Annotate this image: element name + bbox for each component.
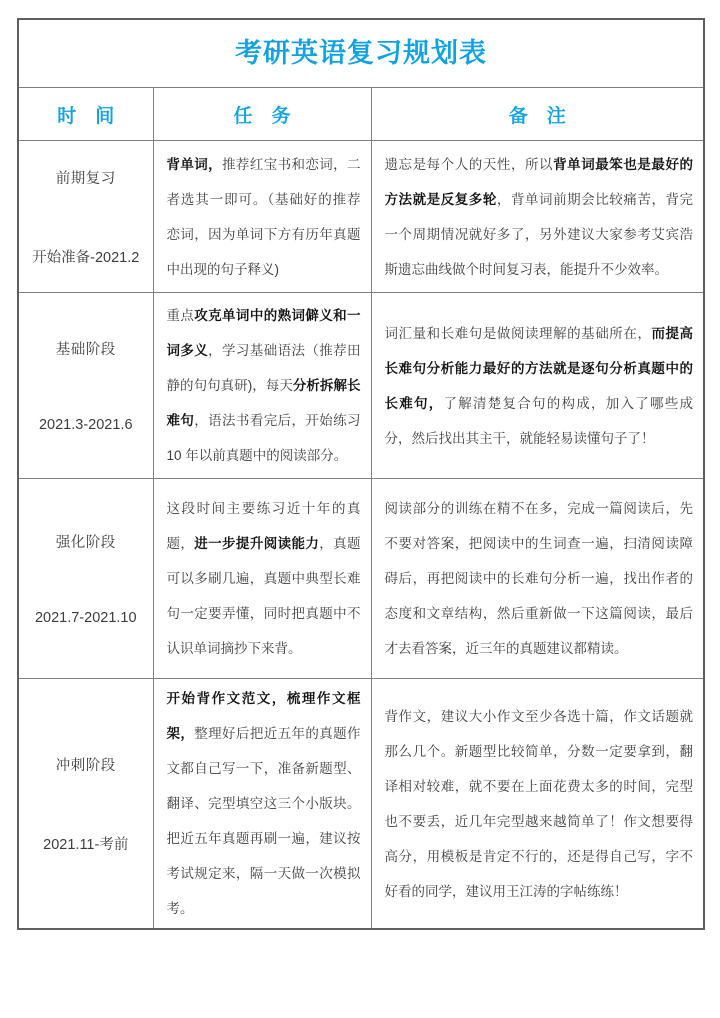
- task-cell: [153, 679, 371, 930]
- phase-label: 强化阶段: [55, 535, 116, 551]
- note-cell: [371, 479, 704, 679]
- plain-text: 了解清楚复合句的构成，加入了哪些成分，然后找出其主干，就能轻易读懂句子了！: [384, 395, 694, 446]
- time-cell: [18, 141, 153, 293]
- task-cell: [153, 141, 371, 293]
- plain-text: 背作文，建议大小作文至少各选十篇，作文话题就那么几个。新题型比较简单，分数一定要拿到，翻译相对较难，就不要在上面花费太多的时间，完型也不要丢，近几年完型越来越简单了！作文想要得高分，用模板是肯定不行的，还是得自己写，字不好看的同学，建议用王江涛的字帖练练！: [384, 708, 694, 899]
- plain-text: 词汇量和长难句是做阅读理解的基础所在，: [384, 325, 652, 341]
- review-plan-table: [17, 18, 705, 930]
- emphasis-text: 分析拆解长难句: [166, 378, 361, 428]
- plain-text: 推荐红宝书和恋词，二者选其一即可。（基础好的推荐恋词，因为单词下方有历年真题中出现的句子释义): [166, 156, 361, 277]
- phase-label: 冲刺阶段: [55, 757, 116, 774]
- plain-text: 重点: [166, 308, 195, 323]
- task-cell: [153, 479, 371, 679]
- table-row: [18, 293, 704, 479]
- time-cell: [18, 679, 153, 930]
- title-cell: [18, 19, 704, 88]
- table-row: [18, 141, 704, 293]
- note-cell: [371, 141, 704, 293]
- time-cell: [18, 293, 153, 479]
- task-cell: [153, 293, 371, 479]
- date-range: 2021.3-2021.6: [38, 417, 133, 433]
- emphasis-text: 背单词最笨也是最好的方法就是反复多轮: [384, 156, 694, 207]
- plain-text: 这段时间主要练习近十年的真题，: [166, 501, 361, 551]
- emphasis-text: 进一步提升阅读能力: [194, 536, 320, 551]
- note-cell: [371, 679, 704, 930]
- col-header-time: 时 间: [18, 88, 153, 141]
- plain-text: 遗忘是每个人的天性，所以: [384, 156, 554, 172]
- time-cell: [18, 479, 153, 679]
- plain-text: 阅读部分的训练在精不在多，完成一篇阅读后，先不要对答案，把阅读中的生词查一遍，扫清阅读障碍后，再把阅读中的长难句分析一遍，找出作者的态度和文章结构，然后重新做一下这篇阅读，最后才去看答案，近三年的真题建议都精读。: [384, 501, 694, 656]
- emphasis-text: 开始背作文范文，梳理作文框架，: [166, 691, 361, 741]
- phase-label: 前期复习: [55, 170, 116, 187]
- emphasis-text: 而提高长难句分析能力最好的方法就是逐句分析真题中的长难句，: [384, 325, 694, 411]
- date-range: 2021.7-2021.10: [34, 610, 137, 626]
- date-range: 开始准备-2021.2: [32, 249, 140, 266]
- plain-text: ，背单词前期会比较痛苦，背完一个周期情况就好多了，另外建议大家参考艾宾浩斯遗忘曲线做个时间复习表，能提升不少效率。: [384, 191, 694, 277]
- note-cell: [371, 293, 704, 479]
- col-header-task: 任 务: [153, 88, 371, 141]
- document-sheet: [17, 18, 705, 930]
- title-row: [18, 19, 704, 88]
- table-row: [18, 679, 704, 930]
- date-range: 2021.11-考前: [43, 836, 129, 853]
- emphasis-text: 攻克单词中的熟词僻义和一词多义: [166, 308, 361, 358]
- column-header-row: [18, 88, 704, 141]
- page-title: 考研英语复习规划表: [235, 38, 488, 68]
- emphasis-text: 背单词，: [166, 156, 223, 172]
- plain-text: ，真题可以多刷几遍，真题中典型长难句一定要弄懂，同时把真题中不认识单词摘抄下来背。: [166, 536, 361, 656]
- plain-text: ，学习基础语法（推荐田静的句句真研)，每天: [166, 343, 361, 393]
- col-header-note: 备 注: [371, 88, 704, 141]
- plain-text: ，语法书看完后，开始练习 10 年以前真题中的阅读部分。: [166, 413, 361, 463]
- phase-label: 基础阶段: [55, 342, 116, 358]
- plain-text: 整理好后把近五年的真题作文都自己写一下，准备新题型、翻译、完型填空这三个小版块。把近五年真题再刷一遍，建议按考试规定来，隔一天做一次模拟考。: [166, 726, 361, 916]
- table-row: [18, 479, 704, 679]
